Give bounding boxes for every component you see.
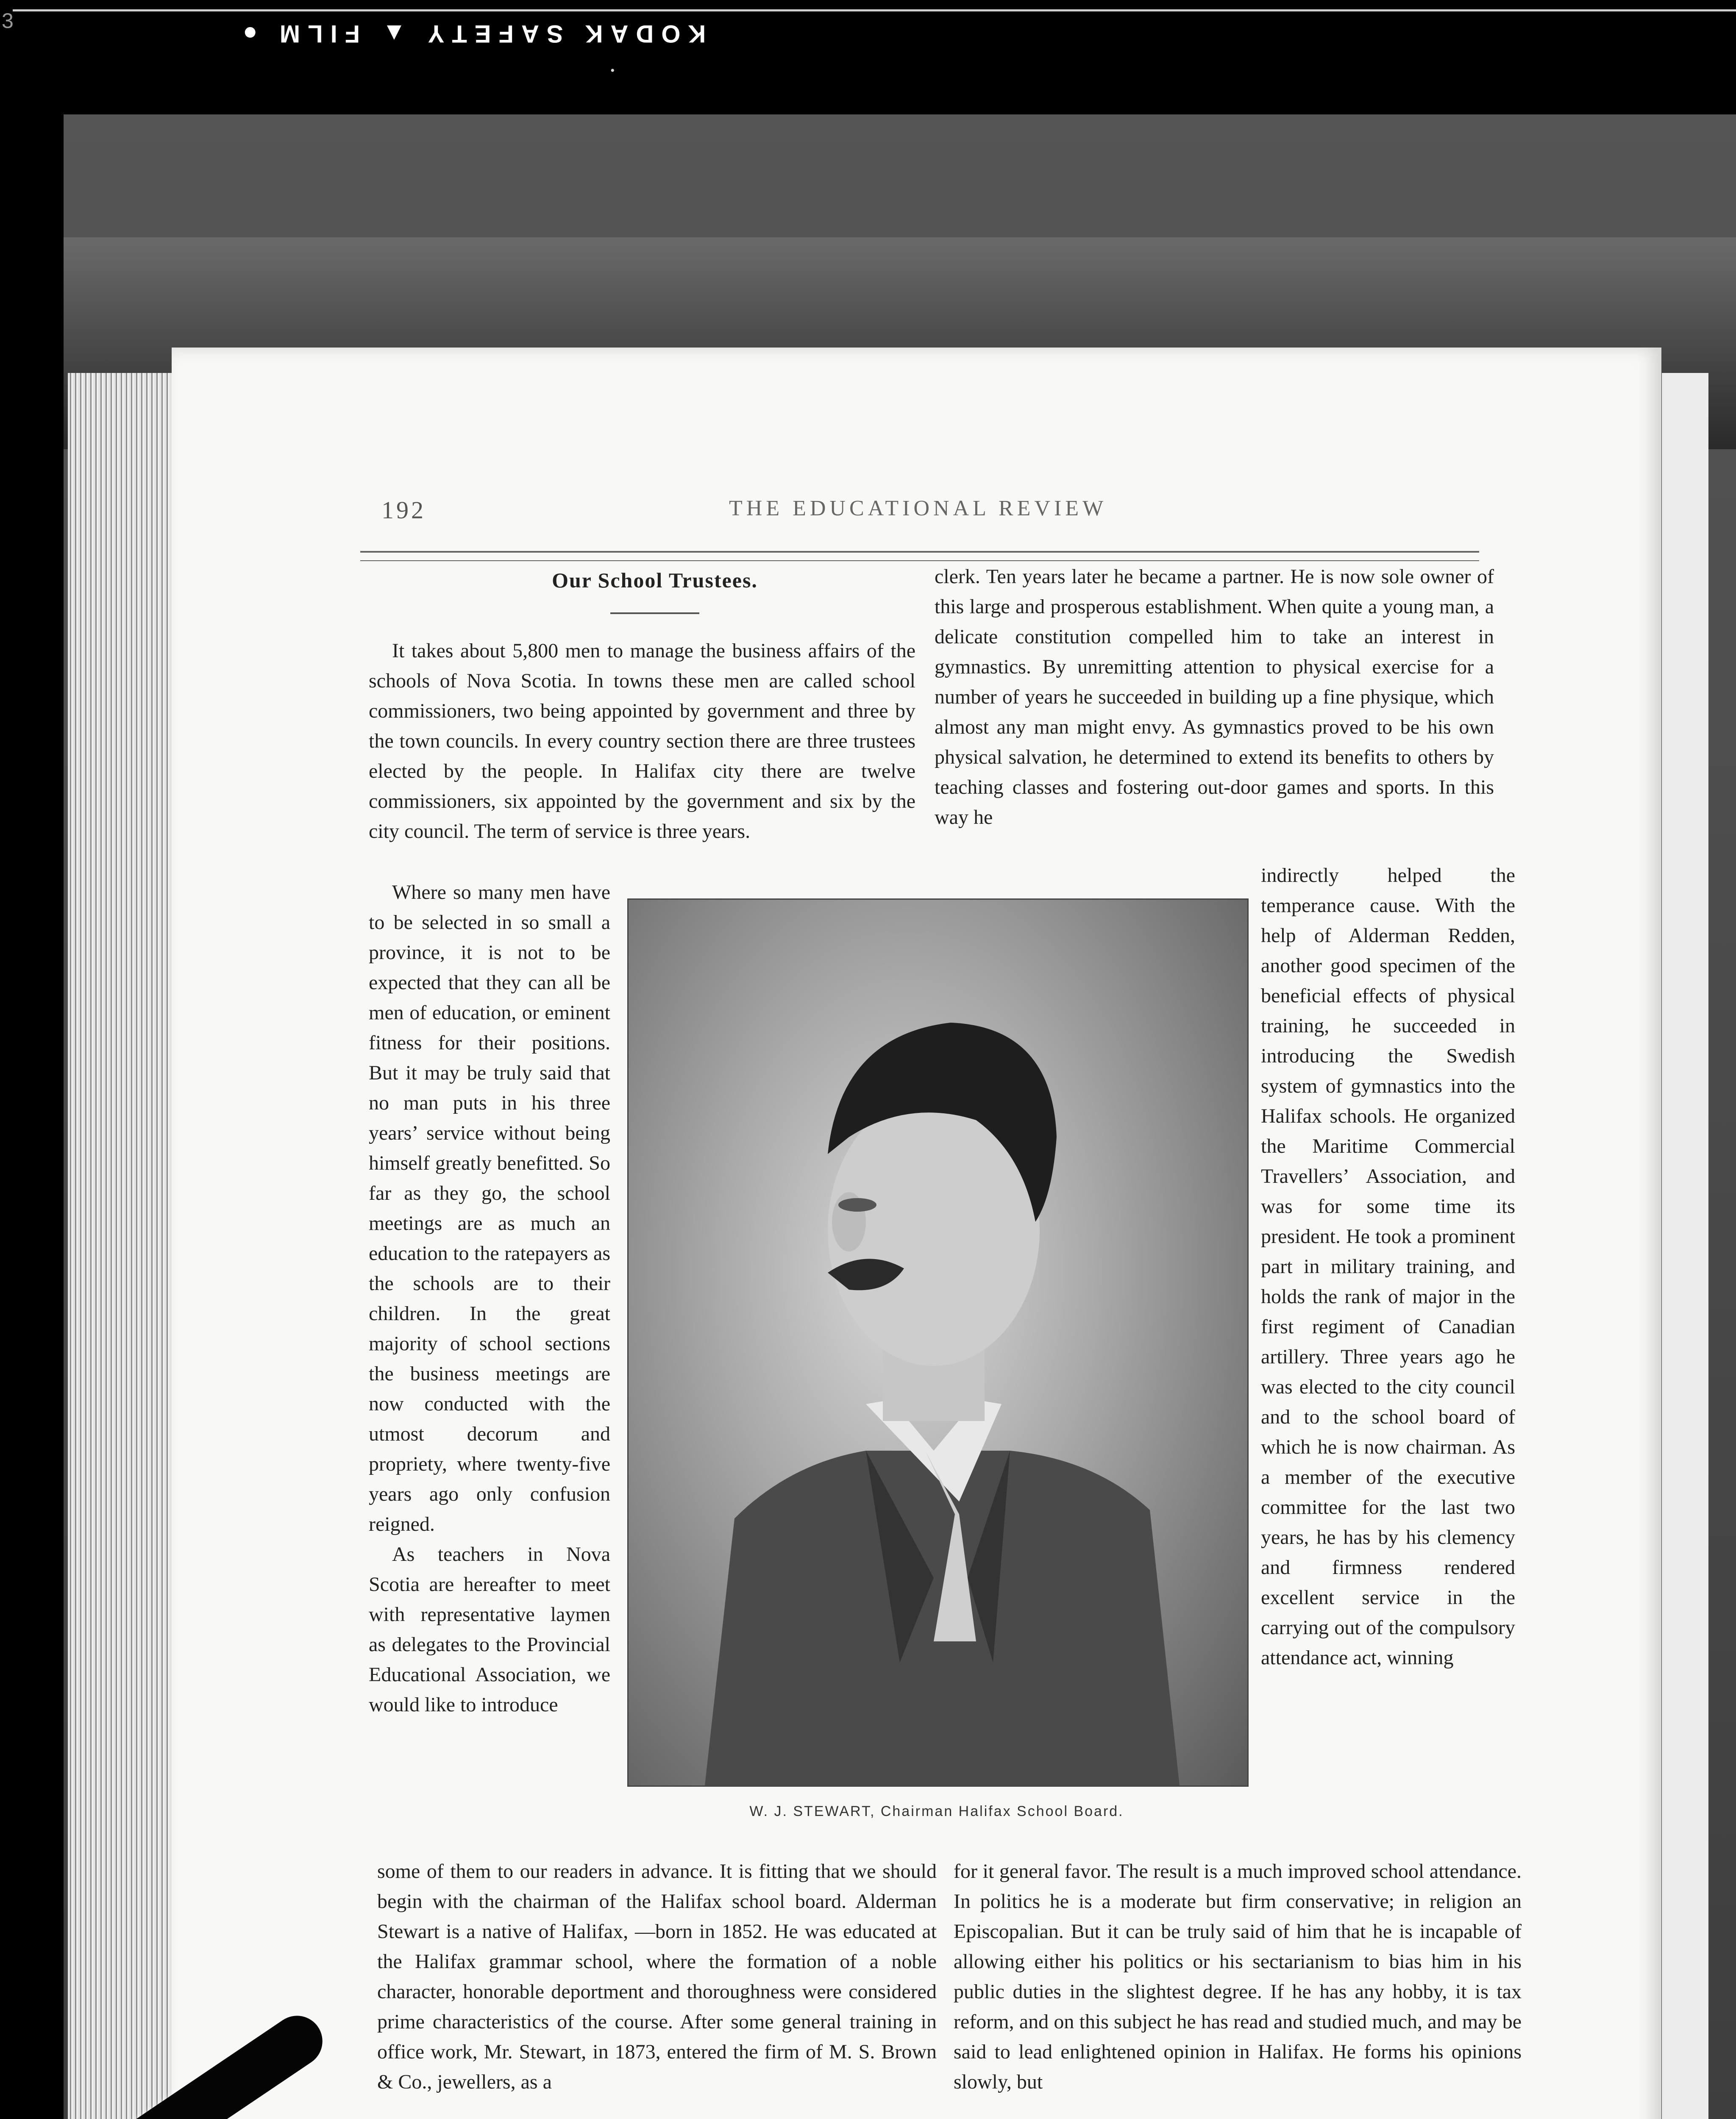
narrow-left-paragraph-1: Where so many men have to be selected in so small a province, it is not to be expected that they can all be men of education, or eminent fitness for their positions. But it may be truly said that no man puts in his three years’ service without being himself greatly benefitted. So far as they go, the school meetings are as much an education to the ratepayers as the schools are to their children. In the great majority of school sections the business meetings are now conducted with the utmost decorum and propriety, where twenty-five years ago only confusion reigned. [369, 881, 610, 1535]
intro-column [369, 636, 915, 846]
bottom-left-paragraph: some of them to our readers in advance. It is fitting that we should begin with the chairman of the Halifax school board. Alderman Stewart is a native of Halifax, —born in 1852. He was educated at the Halifax grammar school, where the formation of a noble character, honorable deportment and thoroughness were considered prime characteristics of the course. After some general training in office work, Mr. Stewart, in 1873, entered the firm of M. S. Brown & Co., jewellers, as a [377, 1860, 937, 2093]
narrow-left-column [369, 877, 610, 1720]
film-edge-line [13, 9, 1736, 11]
page-number: 192 [381, 496, 426, 524]
header-rule-thin [360, 560, 1479, 561]
intro-paragraph: It takes about 5,800 men to manage the business affairs of the schools of Nova Scotia. In towns these men are called school commissioners, two being appointed by government and three by the town councils. In every country section there are three trustees elected by the people. In Halifax city there are twelve commissioners, six appointed by the government and six by the city council. The term of service is three years. [369, 640, 915, 843]
bottom-right-paragraph: for it general favor. The result is a much improved school attendance. In politics he is a moderate but firm conservative; in religion an Episcopalian. But it can be truly said of him that he is incapable of allowing either his politics or his sectarianism to bias him in his public duties in the slightest degree. If he has any hobby, it is tax reform, and on this subject he has read and studied much, and may be said to lead enlightened opinion in Halifax. He forms his opinions slowly, but [954, 1860, 1522, 2093]
portrait-figure [629, 900, 1247, 1785]
right-top-paragraph: clerk. Ten years later he became a partner. He is now sole owner of this large and prosperous establishment. When quite a young man, a delicate constitution compelled him to take an interest in gymnastics. By unremitting attention to physical exercise for a number of years he succeeded in building up a fine physique, which almost any man might envy. As gymnastics proved to be his own physical salvation, he determined to extend its benefits to others by teaching classes and fostering out-door games and sports. In this way he [935, 565, 1494, 829]
right-top-column [935, 562, 1494, 832]
heading-rule [610, 612, 699, 614]
portrait-photo [627, 898, 1249, 1787]
narrow-right-paragraph: indirectly helped the temperance cause. With the help of Alderman Redden, another good specimen of the beneficial effects of physical training, he succeeded in introducing the Swedish system of gymnastics into the Halifax schools. He organized the Maritime Commercial Travellers’ Association, and was for some time its president. He took a prominent part in military training, and holds the rank of major in the first regiment of Canadian artillery. Three years ago he was elected to the city council and to the school board of which he is now chairman. As a member of the executive committee for the last two years, he has by his clemency and firmness rendered excellent service in the carrying out of the compulsory attendance act, winning [1261, 864, 1515, 1669]
film-edge-mark: • [610, 64, 615, 78]
film-corner-number: 3 [2, 9, 14, 33]
article-heading: Our School Trustees. [552, 568, 758, 592]
narrow-left-paragraph-2: As teachers in Nova Scotia are hereafter to meet with representative laymen as delegates to the Provincial Educational Association, we would like to introduce [369, 1543, 610, 1716]
bottom-left-column [377, 1856, 937, 2097]
bottom-right-column [954, 1856, 1522, 2097]
film-edge-text: KODAK SAFETY ▲ FILM ● [235, 20, 706, 48]
book-page-edges [68, 373, 182, 2119]
running-head [381, 496, 1483, 530]
narrow-right-column [1261, 860, 1515, 1673]
journal-title: THE EDUCATIONAL REVIEW [729, 496, 1107, 520]
portrait-caption: W. J. STEWART, Chairman Halifax School Board. [749, 1803, 1124, 1819]
header-rule [360, 551, 1479, 553]
facing-page-edge [1659, 373, 1708, 2119]
